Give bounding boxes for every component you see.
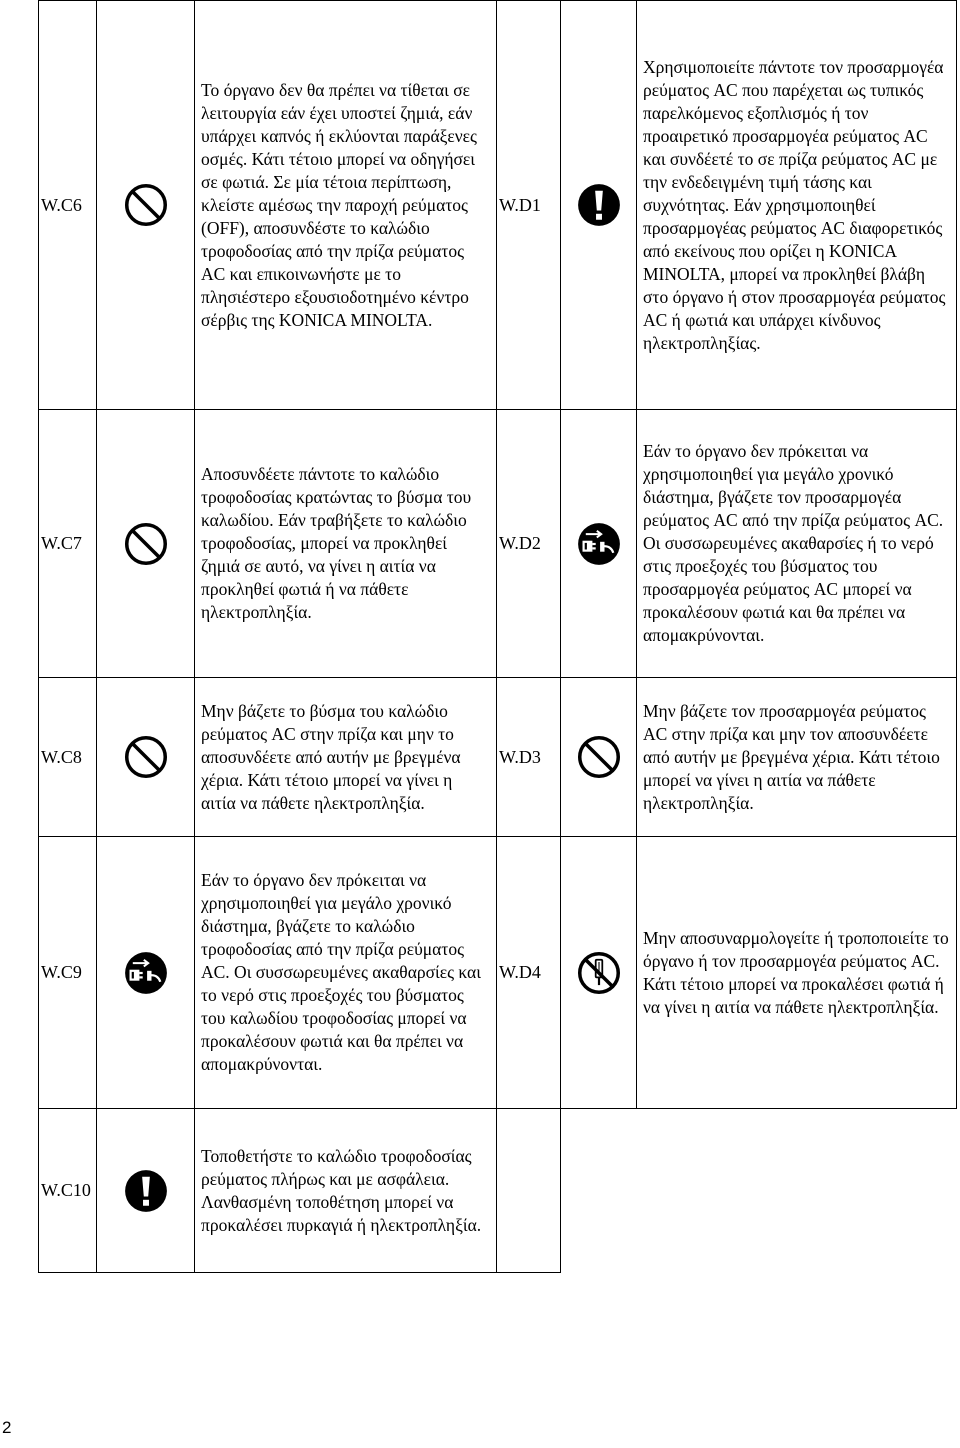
- warnings-table: [38, 0, 957, 1273]
- warning-text: Μην βάζετε τον προσαρμογέα ρεύματος AC στην πρίζα και μην τον αποσυνδέετε από αυτήν με βρεγμένα χέρια. Κάτι τέτοιο μπορεί να γίνει η αιτία να πάθετε ηλεκτροπληξία.: [637, 678, 957, 837]
- empty-cell: [561, 1109, 637, 1273]
- prohibition-icon: [97, 1, 195, 410]
- no-disassembly-icon: [561, 837, 637, 1109]
- warning-code: [497, 1109, 561, 1273]
- warning-code: W.D4: [497, 837, 561, 1109]
- warning-text: Μην βάζετε το βύσμα του καλώδιο ρεύματος AC στην πρίζα και μην το αποσυνδέετε από αυτήν με βρεγμένα χέρια. Κάτι τέτοιο μπορεί να γίνει η αιτία να πάθετε ηλεκτροπληξία.: [195, 678, 497, 837]
- prohibition-icon: [561, 678, 637, 837]
- page-number: 2: [2, 1418, 12, 1437]
- prohibition-icon: [97, 410, 195, 678]
- exclamation-icon: [561, 1, 637, 410]
- warning-code: W.C10: [39, 1109, 97, 1273]
- warning-text: Αποσυνδέετε πάντοτε το καλώδιο τροφοδοσίας κρατώντας το βύσμα του καλωδίου. Εάν τραβήξετε το καλώδιο τροφοδοσίας, μπορεί να προκληθεί ζημιά σε αυτό, να γίνει η αιτία να προκληθεί φωτιά ή να πάθετε ηλεκτροπληξία.: [195, 410, 497, 678]
- exclamation-icon: [97, 1109, 195, 1273]
- table-row: [39, 410, 957, 678]
- warning-text: Εάν το όργανο δεν πρόκειται να χρησιμοποιηθεί για μεγάλο χρονικό διάστημα, βγάζετε τον προσαρμογέα ρεύματος AC από την πρίζα ρεύματος AC. Οι συσσωρευμένες ακαθαρσίες ή το νερό στις προεξοχές του βύσματος του προσαρμογέα ρεύματος AC μπορεί να προκαλέσουν φωτιά και θα πρέπει να απομακρύνονται.: [637, 410, 957, 678]
- unplug-icon: [97, 837, 195, 1109]
- warning-code: W.D3: [497, 678, 561, 837]
- warning-code: W.D2: [497, 410, 561, 678]
- warning-code: W.C7: [39, 410, 97, 678]
- prohibition-icon: [97, 678, 195, 837]
- table-row: [39, 1, 957, 410]
- warning-text: Τοποθετήστε το καλώδιο τροφοδοσίας ρεύματος πλήρως και με ασφάλεια. Λανθασμένη τοποθέτηση μπορεί να προκαλέσει πυρκαγιά ή ηλεκτροπληξία.: [195, 1109, 497, 1273]
- table-row: [39, 1109, 957, 1273]
- warning-text: Μην αποσυναρμολογείτε ή τροποποιείτε το όργανο ή τον προσαρμογέα ρεύματος AC. Κάτι τέτοιο μπορεί να προκαλέσει φωτιά ή να γίνει η αιτία να πάθετε ηλεκτροπληξία.: [637, 837, 957, 1109]
- table-row: [39, 837, 957, 1109]
- warning-code: W.C9: [39, 837, 97, 1109]
- warning-text: Εάν το όργανο δεν πρόκειται να χρησιμοποιηθεί για μεγάλο χρονικό διάστημα, βγάζετε το καλώδιο τροφοδοσίας από την πρίζα ρεύματος AC. Οι συσσωρευμένες ακαθαρσίες και το νερό στις προεξοχές του βύσματος του καλωδίου τροφοδοσίας μπορεί να προκαλέσουν φωτιά και θα πρέπει να απομακρύνονται.: [195, 837, 497, 1109]
- unplug-icon: [561, 410, 637, 678]
- warning-text: Το όργανο δεν θα πρέπει να τίθεται σε λειτουργία εάν έχει υποστεί ζημιά, εάν υπάρχει καπνός ή εκλύονται παράξενες οσμές. Κάτι τέτοιο μπορεί να οδηγήσει σε φωτιά. Σε μία τέτοια περίπτωση, κλείστε αμέσως την παροχή ρεύματος (OFF), αποσυνδέστε το καλώδιο τροφοδοσίας από την πρίζα ρεύματος AC και επικοινωνήστε με το πλησιέστερο εξουσιοδοτημένο κέντρο σέρβις της KONICA MINOLTA.: [195, 1, 497, 410]
- empty-cell: [637, 1109, 957, 1273]
- warning-code: W.C8: [39, 678, 97, 837]
- warning-text: Χρησιμοποιείτε πάντοτε τον προσαρμογέα ρεύματος AC που παρέχεται ως τυπικός παρελκόμενος εξοπλισμός ή τον προαιρετικό προσαρμογέα ρεύματος AC και συνδέετέ το σε πρίζα ρεύματος AC με την ενδεδειγμένη τιμή τάσης και συχνότητας. Εάν χρησιμοποιηθεί προσαρμογέας ρεύματος AC διαφορετικός από εκείνους που ορίζει η KONICA MINOLTA, μπορεί να προκληθεί βλάβη στο όργανο ή στον προσαρμογέα ρεύματος AC ή φωτιά και υπάρχει κίνδυνος ηλεκτροπληξίας.: [637, 1, 957, 410]
- warning-code: W.C6: [39, 1, 97, 410]
- table-row: [39, 678, 957, 837]
- warning-code: W.D1: [497, 1, 561, 410]
